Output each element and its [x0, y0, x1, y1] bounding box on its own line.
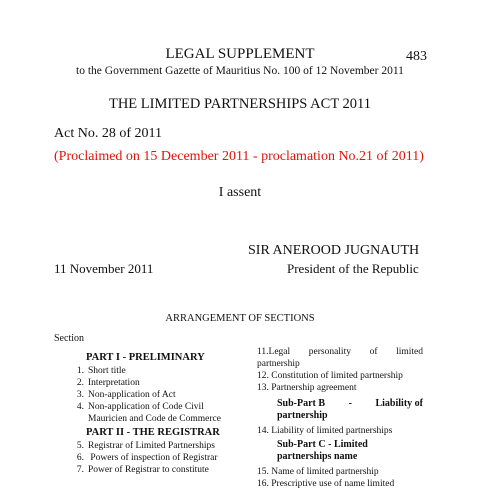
- toc-item: [66, 441, 246, 452]
- subpart-heading: [277, 398, 423, 422]
- toc-item-number: 7.: [76, 465, 84, 475]
- toc-item: [66, 378, 246, 389]
- toc-item-text: Registrar of Limited Partnerships: [88, 441, 215, 451]
- subpart-title-continuation: partnerships name: [277, 451, 358, 462]
- toc-item-number: 4.: [76, 402, 84, 412]
- subpart-dash: -: [348, 398, 352, 409]
- signatory-name: SIR ANEROOD JUGNAUTH: [248, 243, 420, 258]
- subpart-title-continuation: partnership: [277, 410, 328, 421]
- signatory-title: President of the Republic: [287, 261, 419, 276]
- toc-item: [66, 402, 246, 413]
- toc-item-text: Interpretation: [88, 378, 140, 388]
- toc-item: 12. Constitution of limited partnership: [257, 371, 403, 381]
- act-title: THE LIMITED PARTNERSHIPS ACT 2011: [108, 96, 372, 112]
- toc-item-text: Powers of inspection of Registrar: [88, 453, 218, 463]
- toc-item: 16. Prescriptive use of name limited: [257, 479, 395, 489]
- toc-item-continuation: partnership: [257, 359, 300, 369]
- subpart-heading: [277, 439, 423, 463]
- toc-item: [66, 453, 246, 464]
- toc-left-column: [66, 352, 246, 477]
- part-heading: PART I - PRELIMINARY: [86, 352, 205, 363]
- section-label: Section: [54, 333, 84, 344]
- part-heading: PART II - THE REGISTRAR: [86, 427, 220, 438]
- act-number: Act No. 28 of 2011: [54, 126, 162, 141]
- toc-item: 15. Name of limited partnership: [257, 467, 379, 477]
- toc-item-number: 6.: [76, 453, 84, 463]
- toc-item-text: Non-application of Act: [88, 390, 176, 400]
- toc-item: 14. Liability of limited partnerships: [257, 426, 393, 436]
- supplement-title: LEGAL SUPPLEMENT: [165, 46, 315, 62]
- toc-item-number: 5.: [76, 441, 84, 451]
- subpart-title: Liability of: [375, 398, 423, 409]
- toc-item-number: 3.: [76, 390, 84, 400]
- toc-right-column: [257, 347, 423, 491]
- arrangement-heading: ARRANGEMENT OF SECTIONS: [165, 313, 315, 324]
- toc-item-number: 1.: [76, 366, 84, 376]
- toc-item: [66, 390, 246, 401]
- toc-item-number: 2.: [76, 378, 84, 388]
- proclamation-note: (Proclaimed on 15 December 2011 - proclamation No.21 of 2011): [54, 149, 424, 164]
- toc-item: 11.Legal personality of limited: [257, 347, 423, 357]
- toc-item-continuation: Mauricien and Code de Commerce: [88, 414, 221, 424]
- toc-item-text: Short title: [88, 366, 126, 376]
- subpart-label: Sub-Part B: [277, 398, 326, 409]
- toc-item-text: Power of Registrar to constitute: [88, 465, 209, 475]
- toc-item: 13. Partnership agreement: [257, 383, 357, 393]
- toc-item: [66, 366, 246, 377]
- toc-item-text: Non-application of Code Civil: [88, 402, 204, 412]
- assent-line: I assent: [218, 185, 262, 200]
- subpart-title: Sub-Part C - Limited: [277, 439, 368, 450]
- page-number: 483: [406, 49, 427, 64]
- toc-item: [66, 465, 246, 476]
- gazette-line: to the Government Gazette of Mauritius No. 100 of 12 November 2011: [76, 65, 404, 77]
- assent-date: 11 November 2011: [54, 261, 154, 276]
